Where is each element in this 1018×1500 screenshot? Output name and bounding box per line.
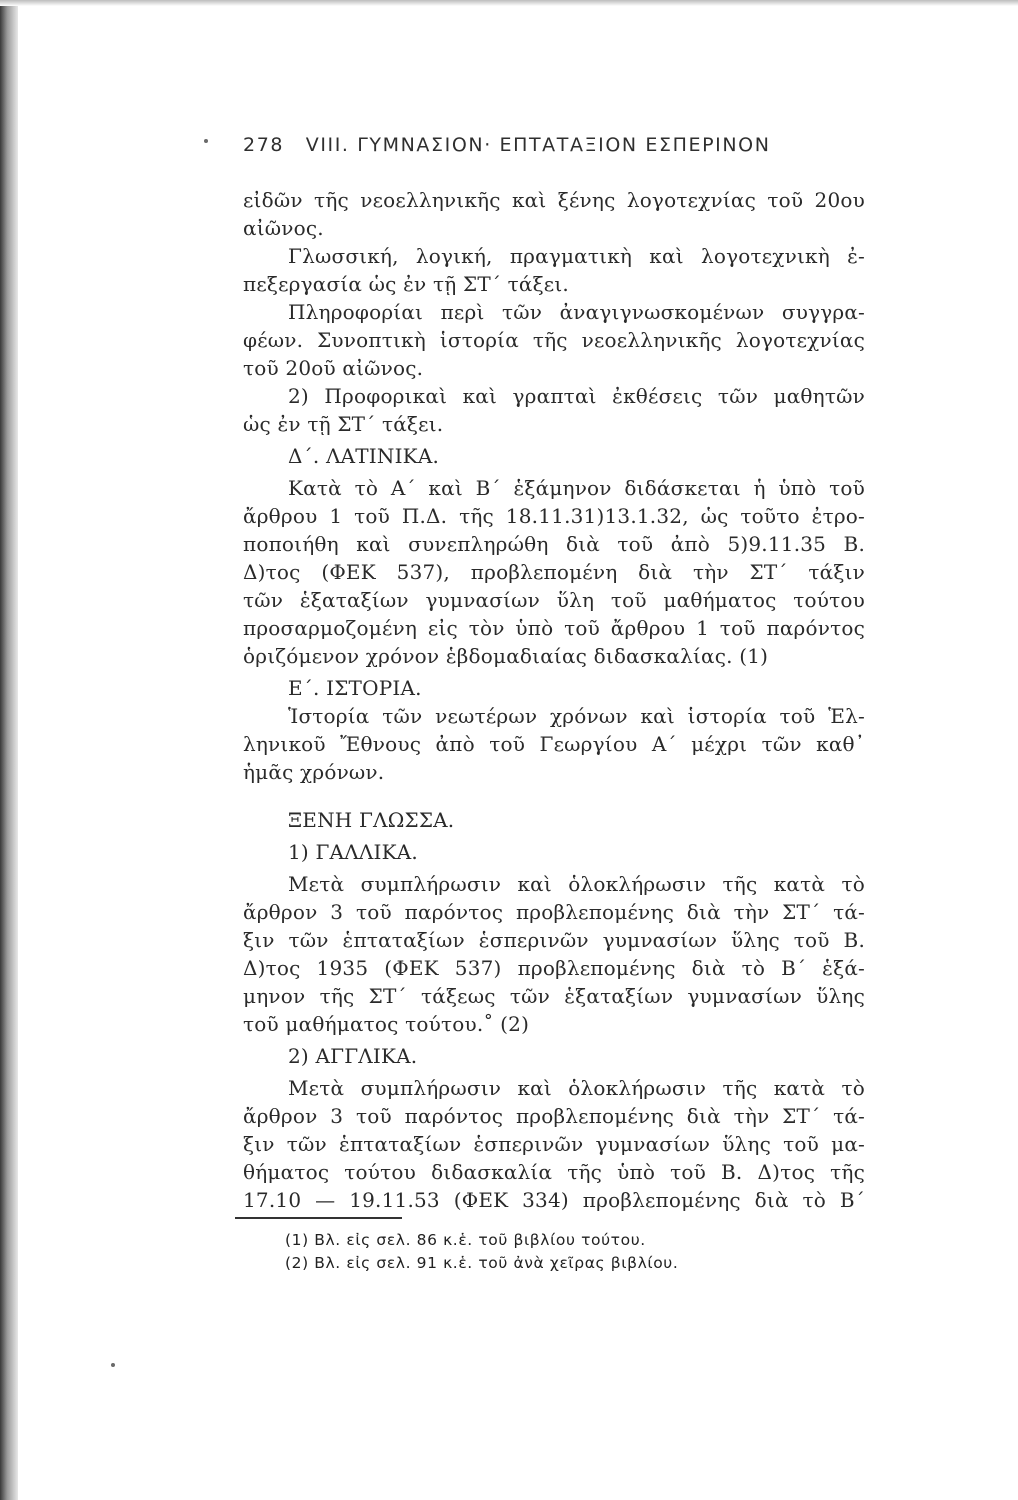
text-line: Μετὰ συμπλήρωσιν καὶ ὁλοκλήρωσιν τῆς κατὰ τὸ bbox=[288, 1076, 865, 1100]
text-line: ἡμᾶς χρόνων. bbox=[243, 760, 385, 784]
text-line: ληνικοῦ Ἔθνους ἀπὸ τοῦ Γεωργίου Α΄ μέχρι τῶν καθ᾽ bbox=[243, 732, 865, 756]
text-line: ἄρθρον 3 τοῦ παρόντος προβλεπομένης διὰ τὴν ΣΤ΄ τά- bbox=[243, 900, 865, 924]
chapter-number: VIII. bbox=[305, 134, 350, 156]
text-line: ποποιήθη καὶ συνεπληρώθη διὰ τοῦ ἀπὸ 5)9.11.35 Β. bbox=[243, 532, 865, 556]
section-heading-foreign-language: ΞΕΝΗ ΓΛΩΣΣΑ. bbox=[288, 808, 455, 832]
text-line: ἄρθρου 1 τοῦ Π.Δ. τῆς 18.11.31)13.1.32, ὡς τοῦτο ἐτρο- bbox=[243, 504, 865, 528]
paragraph bbox=[243, 702, 865, 786]
text-line: ὁριζόμενον χρόνον ἑβδομαδιαίας διδασκαλίας. (1) bbox=[243, 644, 769, 668]
text-line: αἰῶνος. bbox=[243, 216, 324, 240]
text-line: ὡς ἐν τῇ ΣΤ΄ τάξει. bbox=[243, 412, 444, 436]
paragraph bbox=[243, 1074, 865, 1214]
text-line: Κατὰ τὸ Α΄ καὶ Β΄ ἑξάμηνον διδάσκεται ἡ ὑπὸ τοῦ bbox=[288, 476, 865, 500]
text-line: φέων. Συνοπτικὴ ἱστορία τῆς νεοελληνικῆς λογοτεχνίας bbox=[243, 328, 865, 352]
text-line: προσαρμοζομένη εἰς τὸν ὑπὸ τοῦ ἄρθρου 1 τοῦ παρόντος bbox=[243, 616, 865, 640]
text-line: μηνον τῆς ΣΤ΄ τάξεως τῶν ἑξαταξίων γυμνασίων ὕλης bbox=[243, 984, 865, 1008]
text-line: Μετὰ συμπλήρωσιν καὶ ὁλοκλήρωσιν τῆς κατὰ τὸ bbox=[288, 872, 865, 896]
text-line: τοῦ 20οῦ αἰῶνος. bbox=[243, 356, 424, 380]
paragraph bbox=[243, 474, 865, 670]
paragraph bbox=[243, 870, 865, 1038]
paragraph bbox=[243, 298, 865, 382]
footnote-rule bbox=[235, 1217, 402, 1219]
text-line: πεξεργασία ὡς ἐν τῇ ΣΤ΄ τάξει. bbox=[243, 272, 569, 296]
text-line: 2) Προφορικαὶ καὶ γραπταὶ ἐκθέσεις τῶν μαθητῶν bbox=[288, 384, 865, 408]
text-line: τοῦ μαθήματος τούτου.˚ (2) bbox=[243, 1012, 530, 1036]
text-line: εἰδῶν τῆς νεοελληνικῆς καὶ ξένης λογοτεχνίας τοῦ 20ου bbox=[243, 188, 865, 212]
text-line: Ἱστορία τῶν νεωτέρων χρόνων καὶ ἱστορία τοῦ Ἑλ- bbox=[288, 704, 865, 728]
text-line: Πληροφορίαι περὶ τῶν ἀναγιγνωσκομένων συγγρα- bbox=[288, 300, 865, 324]
text-line: τῶν ἑξαταξίων γυμνασίων ὕλη τοῦ μαθήματος τούτου bbox=[243, 588, 865, 612]
chapter-title: ΓΥΜΝΑΣΙΟΝ· ΕΠΤΑΤΑΞΙΟΝ ΕΣΠΕΡΙΝΟΝ bbox=[357, 134, 771, 156]
paragraph bbox=[243, 382, 865, 438]
scan-speck bbox=[204, 139, 208, 143]
footnotes bbox=[285, 1229, 785, 1275]
footnote: (2) Βλ. εἰς σελ. 91 κ.ἑ. τοῦ ἀνὰ χεῖρας βιβλίου. bbox=[285, 1254, 679, 1272]
text-line: ξιν τῶν ἑπταταξίων ἑσπερινῶν γυμνασίων ὕλης τοῦ μα- bbox=[243, 1132, 865, 1156]
subsection-heading-english: 2) ΑΓΓΛΙΚΑ. bbox=[288, 1044, 418, 1068]
scan-speck bbox=[111, 1363, 115, 1367]
page-body bbox=[243, 186, 865, 1214]
section-heading-latin: Δ΄. ΛΑΤΙΝΙΚΑ. bbox=[288, 444, 440, 468]
text-line: Δ)τος 1935 (ΦΕΚ 537) προβλεπομένης διὰ τὸ Β΄ ἑξά- bbox=[243, 956, 865, 980]
scan-shadow-top bbox=[0, 0, 1018, 6]
text-line: θήματος τούτου διδασκαλία τῆς ὑπὸ τοῦ Β. Δ)τος τῆς bbox=[243, 1160, 865, 1184]
running-header bbox=[243, 134, 843, 156]
text-line: Γλωσσική, λογική, πραγματικὴ καὶ λογοτεχνικὴ ἐ- bbox=[288, 244, 865, 268]
paragraph bbox=[243, 242, 865, 298]
section-heading-history: Ε΄. ΙΣΤΟΡΙΑ. bbox=[288, 676, 422, 700]
page-number: 278 bbox=[243, 134, 285, 156]
text-line: Δ)τος (ΦΕΚ 537), προβλεπομένη διὰ τὴν ΣΤ΄ τάξιν bbox=[243, 560, 865, 584]
text-line: ξιν τῶν ἑπταταξίων ἑσπερινῶν γυμνασίων ὕλης τοῦ Β. bbox=[243, 928, 865, 952]
text-line: ἄρθρον 3 τοῦ παρόντος προβλεπομένης διὰ τὴν ΣΤ΄ τά- bbox=[243, 1104, 865, 1128]
paragraph bbox=[243, 186, 865, 242]
text-line: 17.10 — 19.11.53 (ΦΕΚ 334) προβλεπομένης διὰ τὸ Β΄ bbox=[243, 1188, 865, 1212]
subsection-heading-french: 1) ΓΑΛΛΙΚΑ. bbox=[288, 840, 418, 864]
scan-shadow-edge bbox=[0, 0, 18, 1500]
footnote: (1) Βλ. εἰς σελ. 86 κ.ἑ. τοῦ βιβλίου τούτου. bbox=[285, 1231, 646, 1249]
